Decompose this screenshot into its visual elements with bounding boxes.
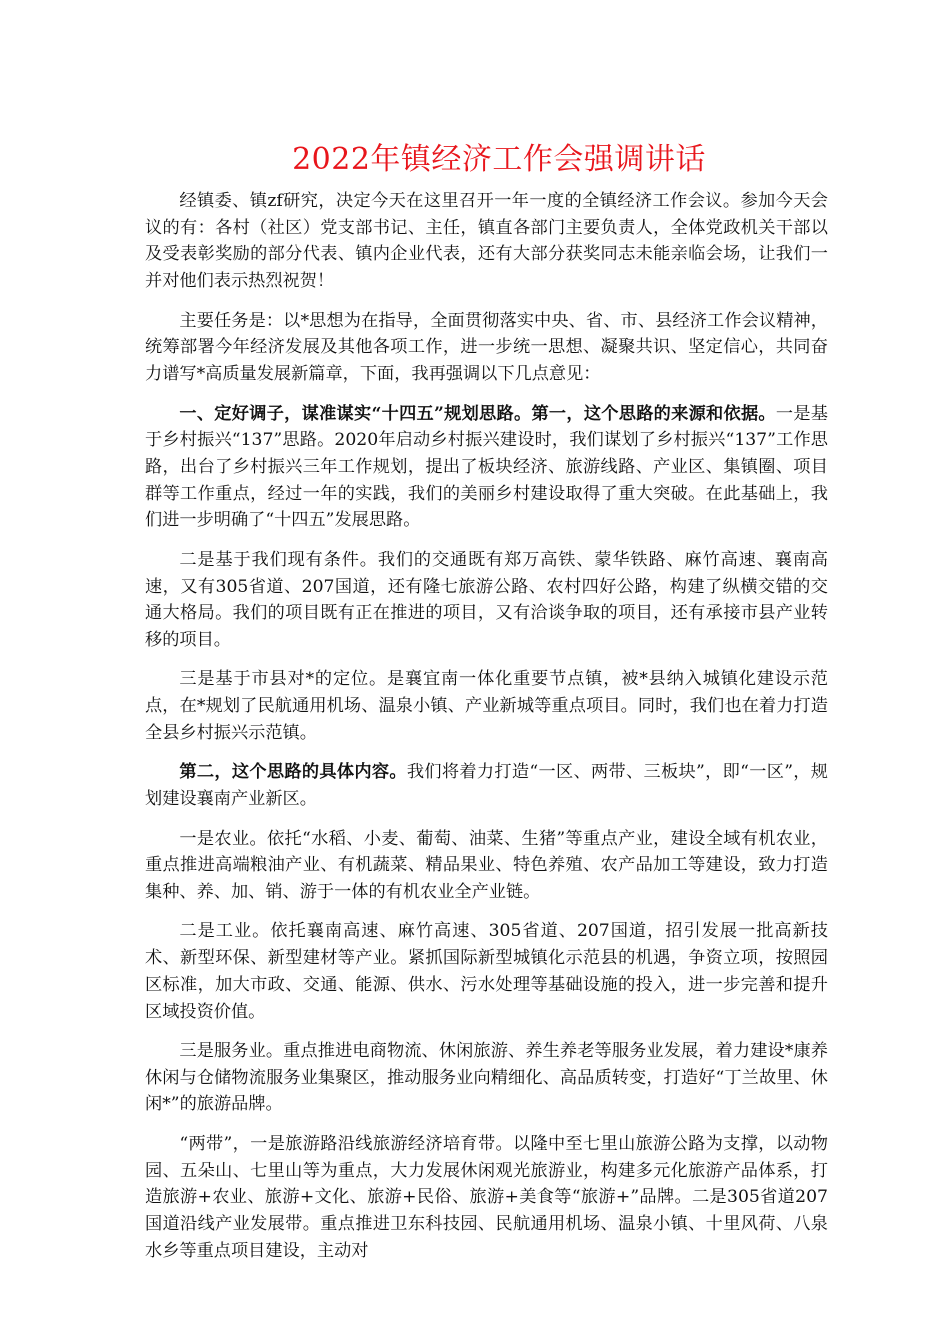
paragraph-text: 三是服务业。重点推进电商物流、休闲旅游、养生养老等服务业发展，着力建设*康养休闲与仓储物流服务业集聚区，推动服务业向精细化、高品质转变，打造好“丁兰故里、休闲*”的旅游品牌。 bbox=[145, 1041, 828, 1115]
paragraph bbox=[145, 918, 828, 1025]
paragraph-text: 二是工业。依托襄南高速、麻竹高速、305省道、207国道，招引发展一批高新技术、新型环保、新型建材等产业。紧抓国际新型城镇化示范县的机遇，争资立项，按照园区标准，加大市政、交通、能源、供水、污水处理等基础设施的投入，进一步完善和提升区域投资价值。 bbox=[145, 921, 828, 1022]
paragraph-text: 我们将着力打造“一区、两带、三板块”，即“一区”，规划建设襄南产业新区。 bbox=[145, 762, 828, 810]
paragraph-text: 三是基于市县对*的定位。是襄宜南一体化重要节点镇，被*县纳入城镇化建设示范点，在*规划了民航通用机场、温泉小镇、产业新城等重点项目。同时，我们也在着力打造全县乡村振兴示范镇。 bbox=[145, 669, 828, 743]
paragraph bbox=[145, 666, 828, 746]
paragraph bbox=[145, 188, 828, 295]
paragraph bbox=[145, 1038, 828, 1118]
paragraph bbox=[145, 759, 828, 812]
paragraph-text: 一是农业。依托“水稻、小麦、葡萄、油菜、生猪”等重点产业，建设全域有机农业，重点推进高端粮油产业、有机蔬菜、精品果业、特色养殖、农产品加工等建设，致力打造集种、养、加、销、游于一体的有机农业全产业链。 bbox=[145, 828, 828, 902]
section-heading: 一、定好调子，谋准谋实“十四五”规划思路。第一，这个思路的来源和依据。 bbox=[179, 403, 776, 424]
document-body bbox=[145, 188, 828, 1277]
paragraph-text: 二是基于我们现有条件。我们的交通既有郑万高铁、蒙华铁路、麻竹高速、襄南高速，又有305省道、207国道，还有隆七旅游公路、农村四好公路，构建了纵横交错的交通大格局。我们的项目既有正在推进的项目，又有洽谈争取的项目，还有承接市县产业转移的项目。 bbox=[145, 549, 828, 650]
document-title: 2022年镇经济工作会强调讲话 bbox=[292, 142, 706, 177]
paragraph-text: “两带”，一是旅游路沿线旅游经济培育带。以隆中至七里山旅游公路为支撑，以动物园、五朵山、七里山等为重点，大力发展休闲观光旅游业，构建多元化旅游产品体系，打造旅游+农业、旅游+文化、旅游+民俗、旅游+美食等“旅游+”品牌。二是305省道207国道沿线产业发展带。重点推进卫东科技园、民航通用机场、温泉小镇、十里风荷、八泉水乡等重点项目建设，主动对 bbox=[145, 1133, 828, 1261]
paragraph bbox=[145, 547, 828, 654]
paragraph-text: 经镇委、镇zf研究，决定今天在这里召开一年一度的全镇经济工作会议。参加今天会议的有：各村（社区）党支部书记、主任，镇直各部门主要负责人，全体党政机关干部以及受表彰奖励的部分代表、镇内企业代表，还有大部分获奖同志未能亲临会场，让我们一并对他们表示热烈祝贺！ bbox=[145, 191, 828, 292]
subsection-heading: 第二，这个思路的具体内容。 bbox=[179, 762, 407, 783]
paragraph bbox=[145, 1131, 828, 1265]
paragraph bbox=[145, 308, 828, 388]
paragraph bbox=[145, 401, 828, 535]
paragraph-text: 主要任务是：以*思想为在指导，全面贯彻落实中央、省、市、县经济工作会议精神，统筹部署今年经济发展及其他各项工作，进一步统一思想、凝聚共识、坚定信心，共同奋力谱写*高质量发展新篇章，下面，我再强调以下几点意见： bbox=[145, 310, 828, 385]
paragraph bbox=[145, 826, 828, 906]
paragraph-text: 一是基于乡村振兴“137”思路。2020年启动乡村振兴建设时，我们谋划了乡村振兴“137”工作思路，出台了乡村振兴三年工作规划，提出了板块经济、旅游线路、产业区、集镇圈、项目群等工作重点，经过一年的实践，我们的美丽乡村建设取得了重大突破。在此基础上，我们进一步明确了“十四五”发展思路。 bbox=[145, 403, 828, 531]
